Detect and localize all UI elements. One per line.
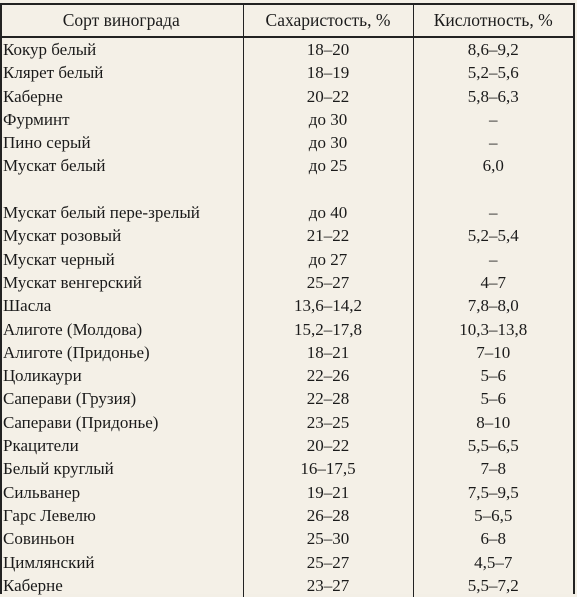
table-row: [0, 61, 573, 84]
acidity-cell: 7–10: [413, 341, 573, 364]
sugar-cell: 25–27: [243, 551, 413, 574]
table-row: [0, 178, 573, 225]
acidity-cell: 4,5–7: [413, 551, 573, 574]
variety-cell: Сильванер: [3, 482, 81, 502]
table-row: [0, 387, 573, 410]
header-sugar: Сахаристость, %: [243, 4, 413, 37]
grape-varieties-table: [0, 3, 573, 597]
variety-cell: Мускат белый пере-зрелый: [3, 203, 200, 223]
acidity-cell: 4–7: [413, 271, 573, 294]
sugar-cell: 20–22: [243, 434, 413, 457]
variety-cell: Каберне: [3, 575, 63, 595]
variety-cell: Совиньон: [3, 529, 75, 549]
table-row: [0, 527, 573, 550]
table-body: [0, 37, 573, 597]
variety-cell: Мускат черный: [3, 249, 115, 269]
table-row: [0, 248, 573, 271]
acidity-cell: –: [413, 131, 573, 154]
acidity-cell: 6,0: [413, 154, 573, 177]
variety-cell: Саперави (Грузия): [3, 389, 137, 409]
sugar-cell: 19–21: [243, 481, 413, 504]
sugar-cell: 20–22: [243, 85, 413, 108]
table-row: [0, 551, 573, 574]
sugar-cell: до 25: [243, 154, 413, 177]
table-row: [0, 37, 573, 61]
acidity-cell: 7,8–8,0: [413, 294, 573, 317]
variety-cell: Мускат венгерский: [3, 272, 142, 292]
table-row: [0, 154, 573, 177]
sugar-cell: 21–22: [243, 224, 413, 247]
sugar-cell: 16–17,5: [243, 457, 413, 480]
table-row: [0, 294, 573, 317]
variety-cell: Саперави (Придонье): [3, 412, 159, 432]
variety-cell: Ркацители: [3, 436, 79, 456]
header-acidity: Кислотность, %: [413, 4, 573, 37]
acidity-cell: 8,6–9,2: [413, 37, 573, 61]
variety-cell: Цимлянский: [3, 552, 95, 572]
acidity-cell: –: [413, 178, 573, 225]
table-row: [0, 341, 573, 364]
acidity-cell: –: [413, 248, 573, 271]
acidity-cell: 5,5–7,2: [413, 574, 573, 597]
variety-cell: Каберне: [3, 86, 63, 106]
header-variety: Сорт винограда: [0, 4, 243, 37]
sugar-cell: до 30: [243, 108, 413, 131]
sugar-cell: до 30: [243, 131, 413, 154]
variety-cell: Фурминт: [3, 109, 70, 129]
sugar-cell: 25–30: [243, 527, 413, 550]
variety-cell: Цоликаури: [3, 366, 82, 386]
variety-cell: Шасла: [3, 296, 52, 316]
sugar-cell: 15,2–17,8: [243, 318, 413, 341]
table-row: [0, 271, 573, 294]
sugar-cell: 18–21: [243, 341, 413, 364]
sugar-cell: 25–27: [243, 271, 413, 294]
variety-cell: Клярет белый: [3, 63, 104, 83]
acidity-cell: 7,5–9,5: [413, 481, 573, 504]
table-row: [0, 108, 573, 131]
acidity-cell: 5–6: [413, 387, 573, 410]
acidity-cell: 8–10: [413, 411, 573, 434]
variety-cell: Белый круглый: [3, 459, 114, 479]
table-row: [0, 85, 573, 108]
table-right-border: [573, 3, 575, 594]
sugar-cell: 18–20: [243, 37, 413, 61]
variety-cell: Гарс Левелю: [3, 505, 96, 525]
sugar-cell: 23–25: [243, 411, 413, 434]
acidity-cell: 10,3–13,8: [413, 318, 573, 341]
acidity-cell: 5,2–5,4: [413, 224, 573, 247]
acidity-cell: 5,2–5,6: [413, 61, 573, 84]
variety-cell: Кокур белый: [3, 40, 97, 59]
acidity-cell: 5–6: [413, 364, 573, 387]
table-row: [0, 411, 573, 434]
table-row: [0, 457, 573, 480]
table-header-row: [0, 4, 573, 37]
variety-cell: Алиготе (Придонье): [3, 342, 150, 362]
table-row: [0, 481, 573, 504]
sugar-cell: 22–28: [243, 387, 413, 410]
acidity-cell: 7–8: [413, 457, 573, 480]
table-row: [0, 131, 573, 154]
table-row: [0, 504, 573, 527]
variety-cell: Мускат белый: [3, 156, 106, 176]
sugar-cell: 18–19: [243, 61, 413, 84]
sugar-cell: 13,6–14,2: [243, 294, 413, 317]
sugar-cell: до 40: [243, 178, 413, 225]
variety-cell: Алиготе (Молдова): [3, 319, 143, 339]
table-row: [0, 364, 573, 387]
table-row: [0, 224, 573, 247]
acidity-cell: 5–6,5: [413, 504, 573, 527]
acidity-cell: –: [413, 108, 573, 131]
variety-cell: Пино серый: [3, 133, 91, 153]
table-row: [0, 434, 573, 457]
variety-cell: Мускат розовый: [3, 226, 122, 246]
table-row: [0, 318, 573, 341]
sugar-cell: 23–27: [243, 574, 413, 597]
acidity-cell: 5,5–6,5: [413, 434, 573, 457]
acidity-cell: 5,8–6,3: [413, 85, 573, 108]
acidity-cell: 6–8: [413, 527, 573, 550]
sugar-cell: 22–26: [243, 364, 413, 387]
sugar-cell: до 27: [243, 248, 413, 271]
sugar-cell: 26–28: [243, 504, 413, 527]
